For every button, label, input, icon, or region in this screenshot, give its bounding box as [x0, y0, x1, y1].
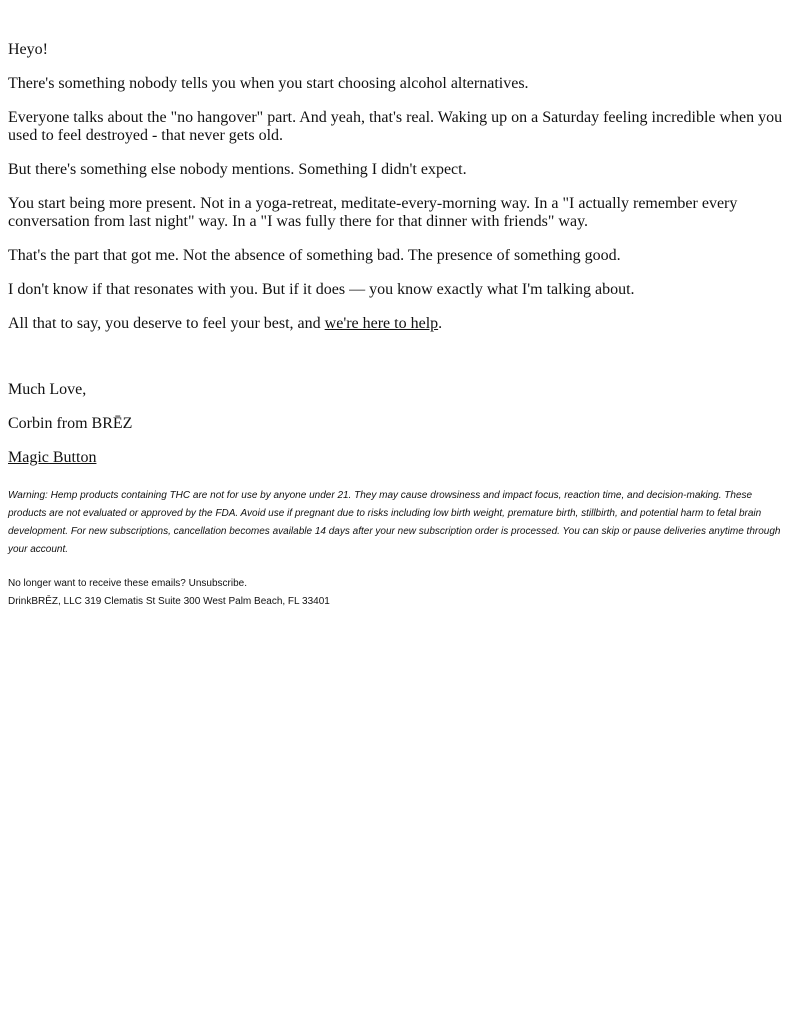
closing-period: . — [438, 315, 443, 332]
company-address: DrinkBRĒZ, LLC 319 Clematis St Suite 300 West Palm Beach, FL 33401 — [8, 596, 330, 607]
paragraph-2: Everyone talks about the "no hangover" part. And yeah, that's real. Waking up on a Saturday feeling incredible when you used to feel destroyed - that never gets old. — [8, 109, 783, 144]
paragraph-5: That's the part that got me. Not the absence of something bad. The presence of something good. — [8, 247, 621, 264]
closing-paragraph — [8, 315, 792, 333]
magic-button-paragraph — [8, 449, 792, 467]
paragraph-6: I don't know if that resonates with you. But if it does — you know exactly what I'm talking about. — [8, 281, 635, 298]
spacer — [8, 349, 792, 381]
paragraph-4: You start being more present. Not in a yoga-retreat, meditate-every-morning way. In a "I actually remember every conversation from last night" way. In a "I was fully there for that dinner with friends" way. — [8, 195, 738, 230]
closing-text: All that to say, you deserve to feel your best, and — [8, 315, 325, 332]
greeting: Heyo! — [8, 41, 48, 58]
legal-warning: Warning: Hemp products containing THC are not for use by anyone under 21. They may cause drowsiness and impact focus, reaction time, and decision-making. These products are not evaluated or approved by the FDA. Avoid use if pregnant due to risks including low birth weight, premature birth, stillbirth, and potential harm to fetal brain development. For new subscriptions, cancellation becomes available 14 days after your new subscription order is processed. You can skip or pause deliveries anytime through your account. — [8, 490, 781, 555]
help-link[interactable]: we're here to help — [324, 315, 439, 332]
footer — [8, 575, 792, 611]
paragraph-3: But there's something else nobody mentions. Something I didn't expect. — [8, 161, 467, 178]
unsubscribe-text[interactable]: No longer want to receive these emails? Unsubscribe. — [8, 578, 248, 589]
signoff: Much Love, — [8, 381, 87, 398]
paragraph-1: There's something nobody tells you when you start choosing alcohol alternatives. — [8, 75, 529, 92]
magic-button-link[interactable]: Magic Button — [8, 449, 97, 466]
signature: Corbin from BRĒZ — [8, 415, 133, 432]
